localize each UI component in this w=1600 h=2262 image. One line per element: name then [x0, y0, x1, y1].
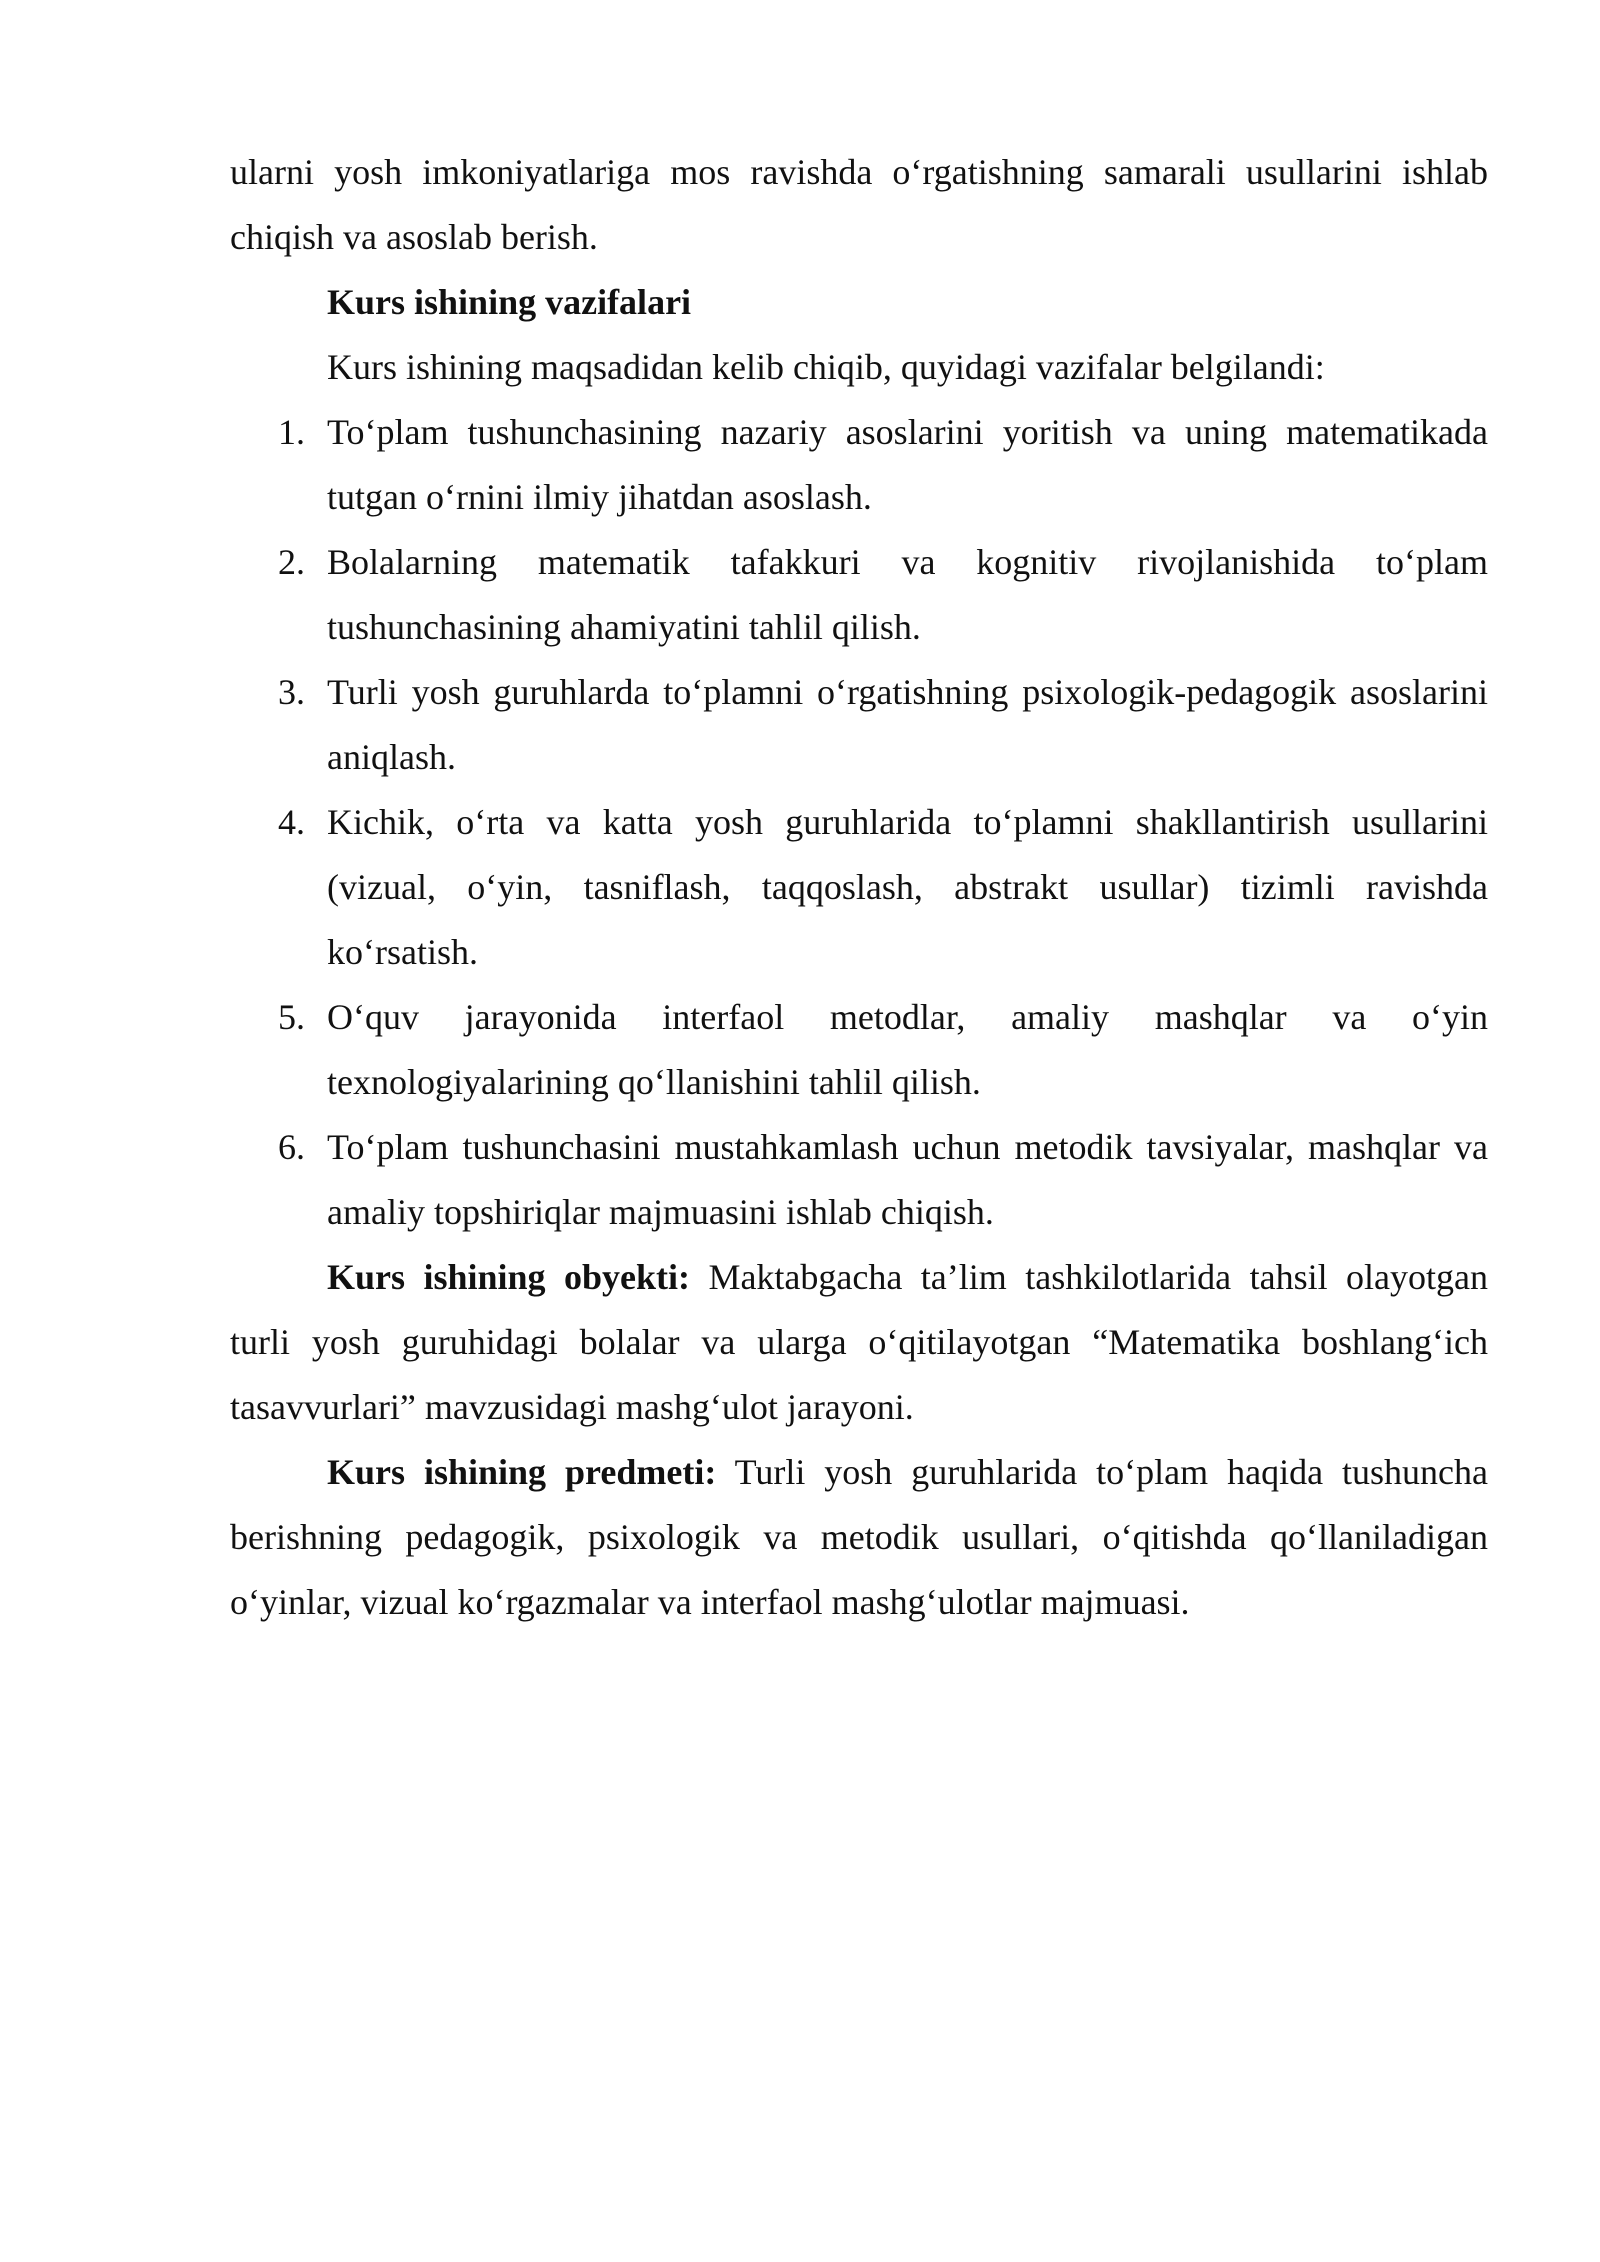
intro-continuation-paragraph: ularni yosh imkoniyatlariga mos ravishda o‘rgatishning samarali usullarini ishlab chiqish va asoslab berish.: [230, 152, 1488, 257]
tasks-intro-paragraph: Kurs ishining maqsadidan kelib chiqib, quyidagi vazifalar belgilandi:: [327, 347, 1325, 387]
list-item-number: 5.: [278, 997, 305, 1037]
list-item-text: Bolalarning matematik tafakkuri va kognitiv rivojlanishida to‘plam tushunchasining ahamiyatini tahlil qilish.: [327, 542, 1488, 647]
list-item: [230, 985, 1488, 1115]
list-item-text: Kichik, o‘rta va katta yosh guruhlarida to‘plamni shakllantirish usullarini (vizual, o‘yin, tasniflash, taqqoslash, abstrakt usullar) tizimli ravishda ko‘rsatish.: [327, 802, 1488, 972]
list-item-text: O‘quv jarayonida interfaol metodlar, amaliy mashqlar va o‘yin texnologiyalarining qo‘llanishini tahlil qilish.: [327, 997, 1488, 1102]
list-item-text: Turli yosh guruhlarda to‘plamni o‘rgatishning psixologik-pedagogik asoslarini aniqlash.: [327, 672, 1488, 777]
list-item-number: 4.: [278, 802, 305, 842]
list-item: [230, 790, 1488, 985]
list-item: [230, 530, 1488, 660]
object-text: Maktabgacha ta’lim tashkilotlarida tahsil olayotgan turli yosh guruhidagi bolalar va ularga o‘qitilayotgan “Matematika boshlang‘ich tasavvurlari” mavzusidagi mashg‘ulot jarayoni.: [230, 1257, 1489, 1427]
list-item: [230, 660, 1488, 790]
list-item-number: 2.: [278, 542, 305, 582]
subject-label: Kurs ishining predmeti:: [327, 1452, 717, 1492]
object-label: Kurs ishining obyekti:: [327, 1257, 690, 1297]
tasks-heading: Kurs ishining vazifalari: [327, 282, 692, 322]
list-item: [230, 1115, 1488, 1245]
list-item-text: To‘plam tushunchasining nazariy asoslarini yoritish va uning matematikada tutgan o‘rnini ilmiy jihatdan asoslash.: [327, 412, 1488, 517]
subject-text: Turli yosh guruhlarida to‘plam haqida tushuncha berishning pedagogik, psixologik va metodik usullari, o‘qitishda qo‘llaniladigan o‘yinlar, vizual ko‘rgazmalar va interfaol mashg‘ulotlar majmuasi.: [230, 1452, 1488, 1622]
list-item-number: 6.: [278, 1127, 305, 1167]
list-item-number: 1.: [278, 412, 305, 452]
document-body: [230, 140, 1488, 1635]
subject-paragraph: [230, 1440, 1488, 1635]
list-item-number: 3.: [278, 672, 305, 712]
object-paragraph: [230, 1245, 1488, 1440]
list-item: [230, 400, 1488, 530]
tasks-list: [230, 400, 1488, 1245]
list-item-text: To‘plam tushunchasini mustahkamlash uchun metodik tavsiyalar, mashqlar va amaliy topshiriqlar majmuasini ishlab chiqish.: [327, 1127, 1488, 1232]
